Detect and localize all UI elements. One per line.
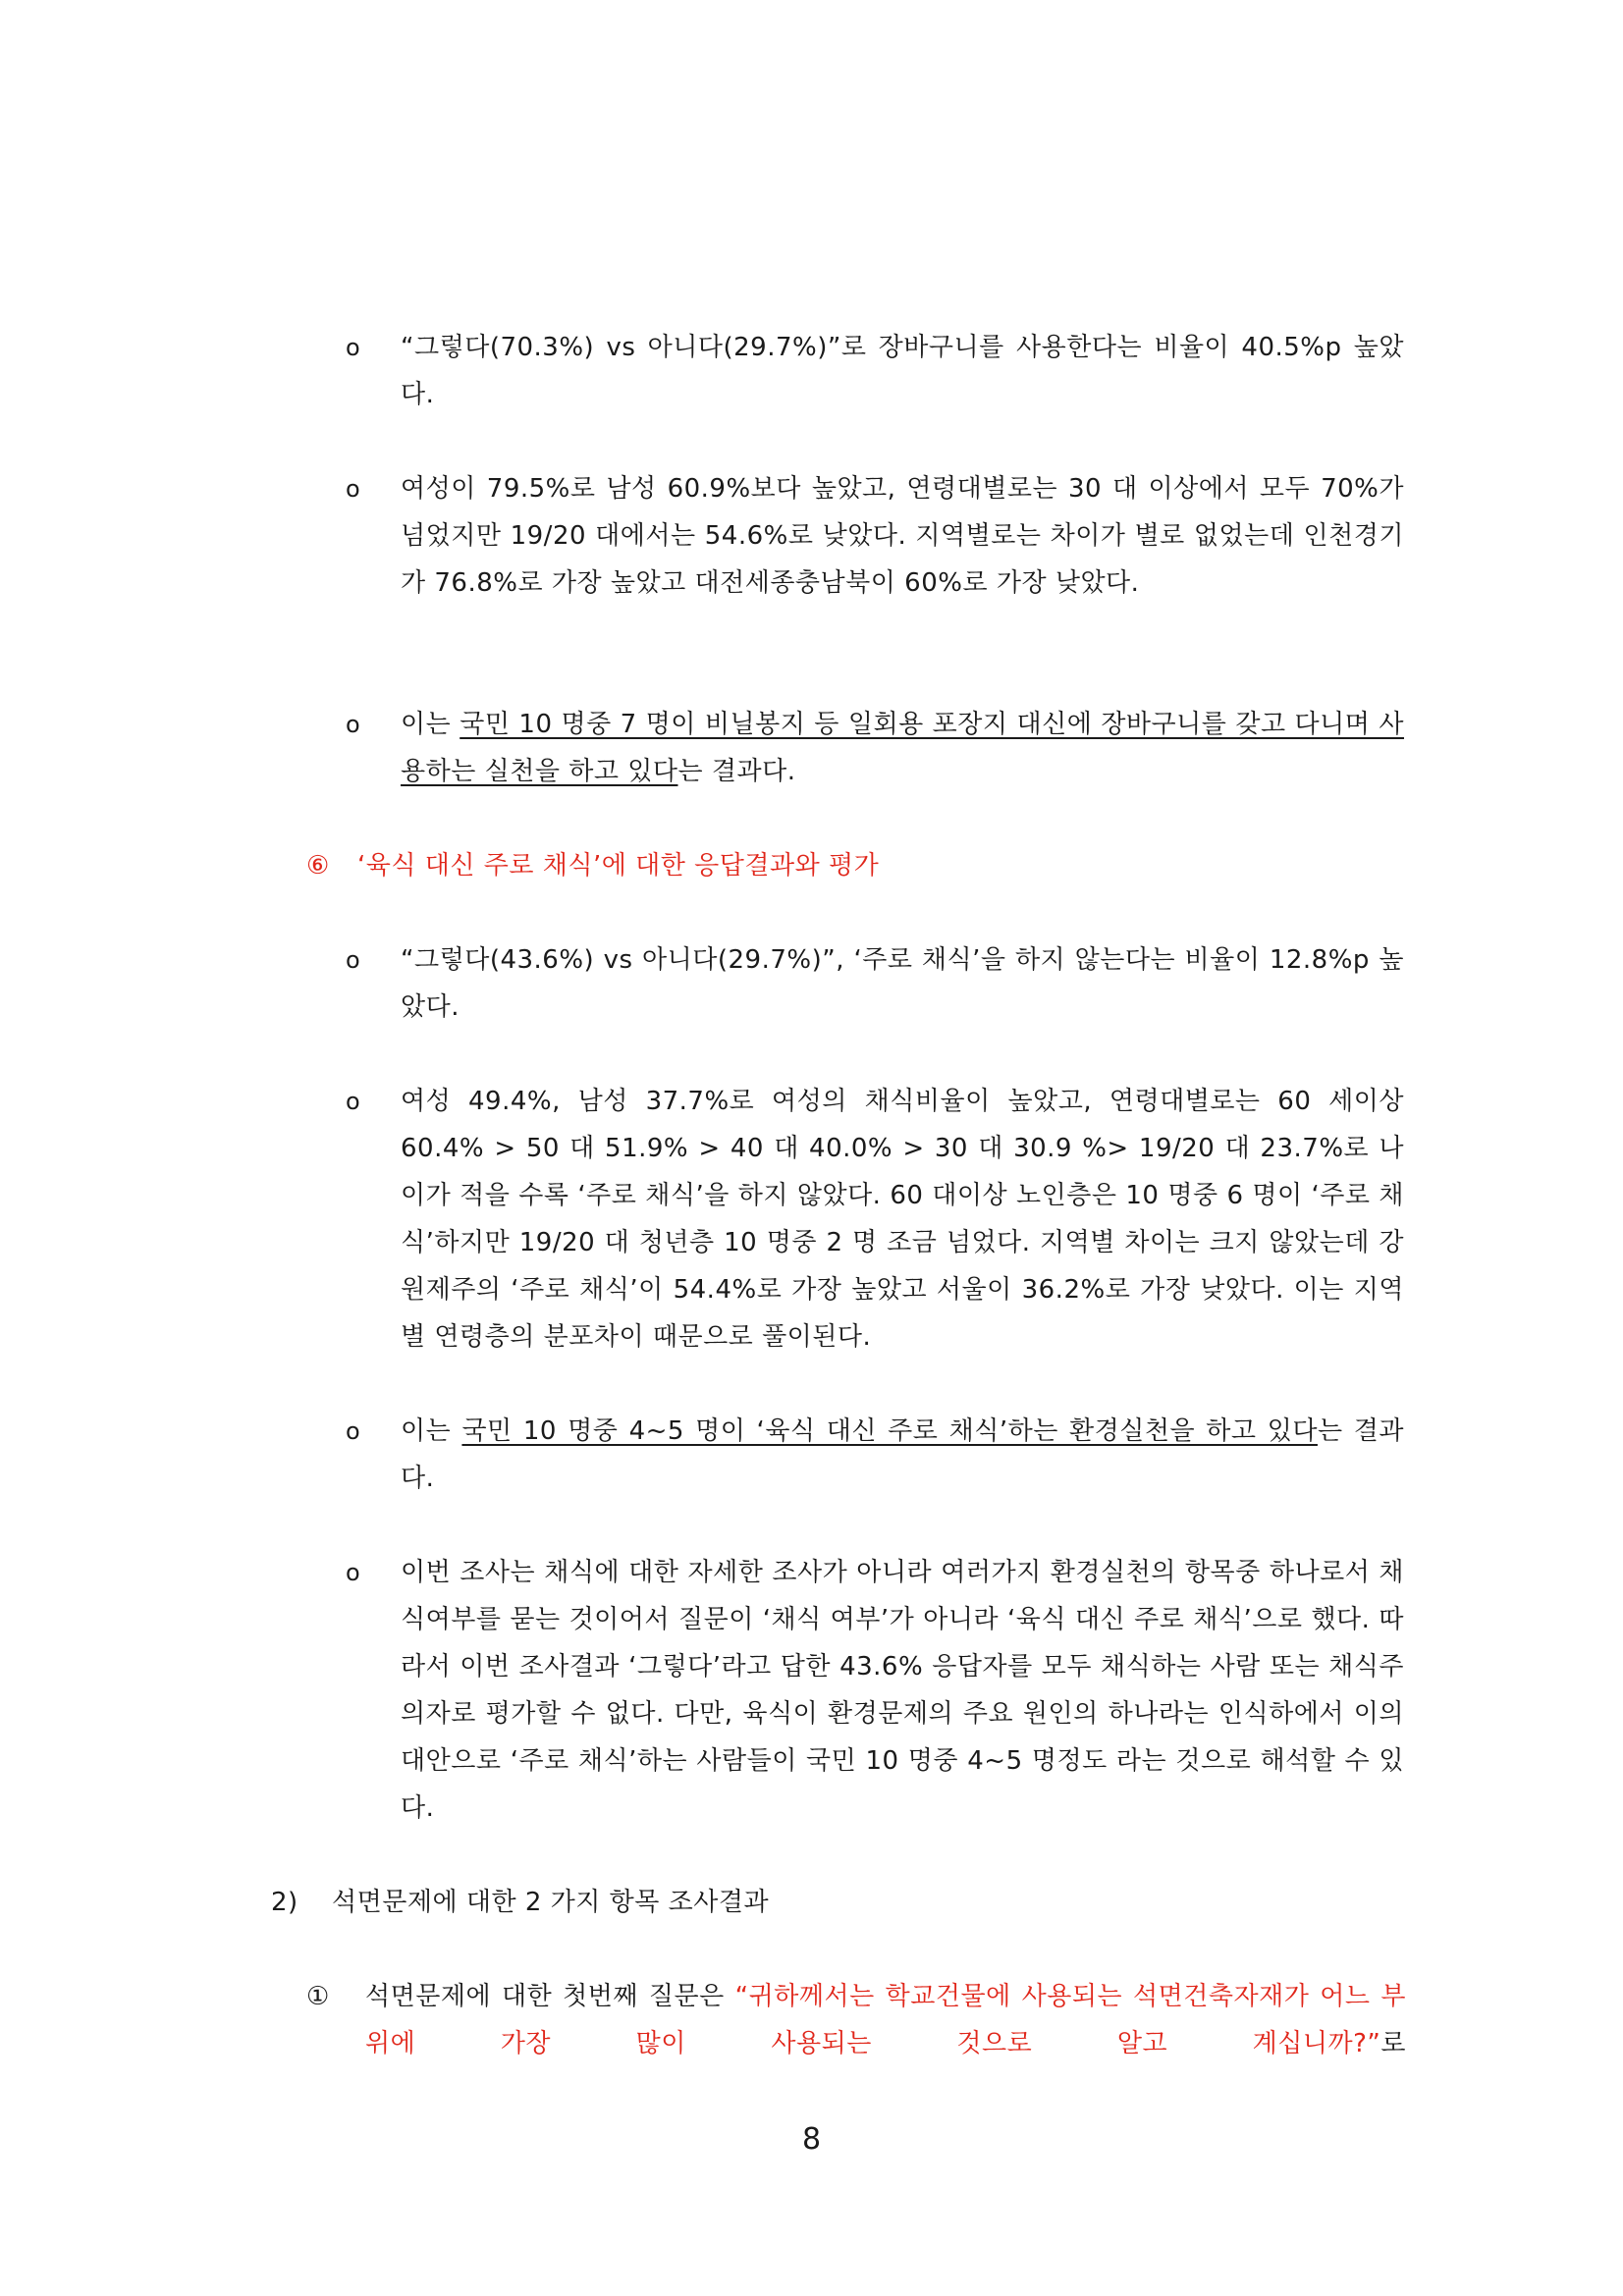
bullet-mark: o	[346, 1559, 360, 1586]
bullet-text: “그렇다(43.6%) vs 아니다(29.7%)”, ‘주로 채식’을 하지 않는다는 비율이 12.8%p 높았다.	[401, 945, 1404, 1022]
underlined-phrase: 국민 10 명중 7 명이 비닐봉지 등 일회용 포장지 대신에 장바구니를 갖고 다니며 사용하는 실천을 하고 있다	[401, 710, 1404, 786]
bullet-text: 여성 49.4%, 남성 37.7%로 여성의 채식비율이 높았고, 연령대별로는 60 세이상 60.4% > 50 대 51.9% > 40 대 40.0% > 30 대 30.9 %> 19/20 대 23.7%로 나이가 적을 수록 ‘주로 채식’을 하지 않았다. 60 대이상 노인층은 10 명중 6 명이 ‘주로 채식’하지만 19/20 대 청년층 10 명중 2 명 조금 넘었다. 지역별 차이는 크지 않았는데 강원제주의 ‘주로 채식’이 54.4%로 가장 높았고 서울이 36.2%로 가장 낮았다. 이는 지역별 연령층의 분포차이 때문으로 풀이된다.	[401, 1087, 1404, 1352]
page-number: 8	[801, 2122, 822, 2157]
bullet-text: 이번 조사는 채식에 대한 자세한 조사가 아니라 여러가지 환경실천의 항목중 하나로서 채식여부를 묻는 것이어서 질문이 ‘채식 여부’가 아니라 ‘육식 대신 주로 채식’으로 했다. 따라서 이번 조사결과 ‘그렇다’라고 답한 43.6% 응답자를 모두 채식하는 사람 또는 채식주의자로 평가할 수 없다. 다만, 육식이 환경문제의 주요 원인의 하나라는 인식하에서 이의 대안으로 ‘주로 채식’하는 사람들이 국민 10 명중 4~5 명정도 라는 것으로 해석할 수 있다.	[401, 1558, 1404, 1823]
question-quote: “귀하께서는 학교건물에 사용되는 석면건축자재가 어느 부위에 가장 많이 사용되는 것으로 알고 계십니까?”	[365, 1982, 1406, 2058]
underlined-phrase: 국민 10 명중 4~5 명이 ‘육식 대신 주로 채식’하는 환경실천을 하고 있다	[461, 1416, 1318, 1446]
section-heading	[306, 842, 1406, 889]
subsection-number: 2)	[271, 1888, 298, 1917]
bullet-suffix: 는 결과다.	[401, 1416, 1404, 1493]
subsection-heading	[271, 1879, 1400, 1926]
bullet-text: 여성이 79.5%로 남성 60.9%보다 높았고, 연령대별로는 30 대 이상에서 모두 70%가 넘었지만 19/20 대에서는 54.6%로 낮았다. 지역별로는 차이가 별로 없었는데 인천경기가 76.8%로 가장 높았고 대전세종충남북이 60%로 가장 낮았다.	[401, 474, 1404, 598]
question-lead: 석면문제에 대한 첫번째 질문은	[365, 1982, 735, 2011]
section-title: ‘육식 대신 주로 채식’에 대한 응답결과와 평가	[357, 851, 880, 881]
bullet-suffix: 는 결과다.	[677, 757, 796, 786]
bullet-mark: o	[346, 946, 360, 974]
bullet-mark: o	[346, 334, 360, 361]
bullet-mark: o	[346, 1417, 360, 1445]
question-text	[365, 1973, 1406, 2067]
bullet-prefix: 이는	[401, 1416, 462, 1446]
question-number: ①	[306, 1982, 330, 2011]
bullet-mark: o	[346, 1088, 360, 1115]
section-number: ⑥	[306, 851, 330, 881]
bullet-text	[401, 701, 1404, 795]
bullet-mark: o	[346, 475, 360, 503]
question-tail: 로	[1380, 2029, 1406, 2058]
bullet-mark: o	[346, 711, 360, 738]
bullet-text: “그렇다(70.3%) vs 아니다(29.7%)”로 장바구니를 사용한다는 비율이 40.5%p 높았다.	[401, 333, 1404, 409]
bullet-prefix: 이는	[401, 710, 460, 739]
subsection-title: 석면문제에 대한 2 가지 항목 조사결과	[332, 1888, 770, 1917]
bullet-text	[401, 1408, 1404, 1502]
